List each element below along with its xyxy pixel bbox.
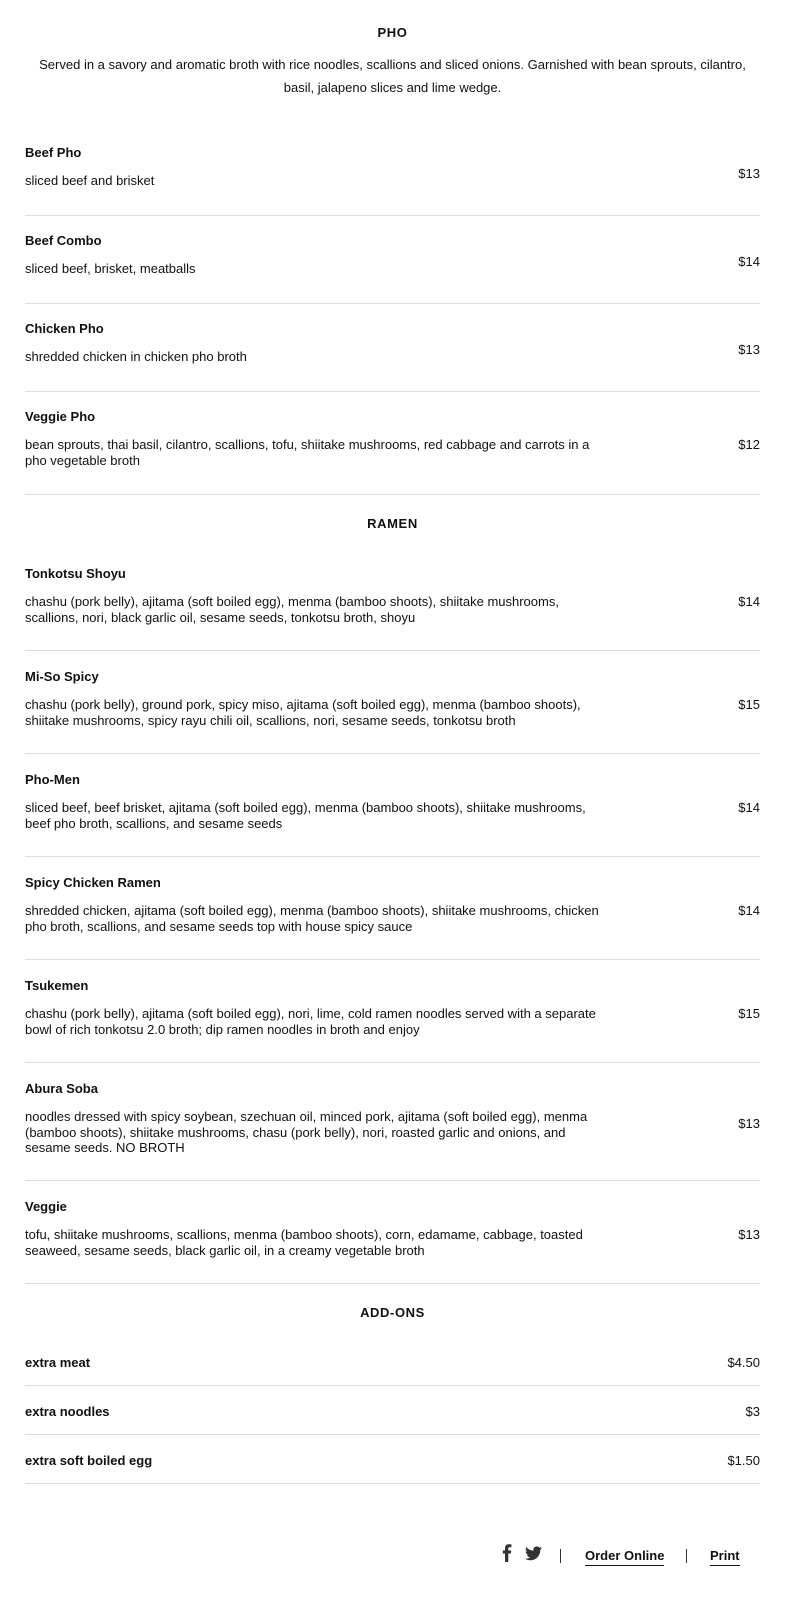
item-price: $13 (738, 1227, 760, 1242)
item-price: $14 (738, 254, 760, 269)
item-price: $13 (738, 166, 760, 181)
menu-item (25, 130, 760, 216)
item-name: Abura Soba (25, 1081, 98, 1096)
item-price: $15 (738, 697, 760, 712)
section-heading-addons: ADD-ONS (360, 1305, 425, 1320)
menu-item (25, 754, 760, 857)
menu-item (25, 651, 760, 754)
addon-name: extra meat (25, 1355, 91, 1370)
item-description: sliced beef and brisket (25, 173, 155, 188)
item-description: noodles dressed with spicy soybean, szechuan oil, minced pork, ajitama (soft boiled egg), menma (bamboo shoots), shiitake mushrooms, chasu (pork belly), nori, roasted garlic and onions, and sesame seeds. NO BROTH (25, 1109, 588, 1155)
menu-item (25, 857, 760, 960)
menu-item (25, 548, 760, 651)
item-price: $14 (738, 903, 760, 918)
footer-divider (560, 1549, 561, 1563)
addon-item (25, 1435, 760, 1484)
twitter-icon[interactable] (525, 1546, 542, 1566)
menu-item (25, 960, 760, 1063)
addon-price: $1.50 (727, 1453, 760, 1468)
addon-item (25, 1337, 760, 1386)
item-name: Mi-So Spicy (25, 669, 99, 684)
item-name: Veggie Pho (25, 409, 96, 424)
facebook-icon[interactable] (501, 1544, 513, 1567)
item-price: $13 (738, 342, 760, 357)
addon-name: extra noodles (25, 1404, 110, 1419)
item-name: Pho-Men (25, 772, 80, 787)
item-description: shredded chicken, ajitama (soft boiled egg), menma (bamboo shoots), shiitake mushrooms, chicken pho broth, scallions, and sesame seeds top with house spicy sauce (25, 903, 599, 934)
item-name: Beef Combo (25, 233, 102, 248)
item-description: sliced beef, brisket, meatballs (25, 261, 196, 276)
menu-item (25, 1063, 760, 1181)
print-link[interactable]: Print (710, 1548, 740, 1566)
item-description: chashu (pork belly), ajitama (soft boiled egg), menma (bamboo shoots), shiitake mushrooms, scallions, nori, black garlic oil, sesame seeds, tonkotsu broth, shoyu (25, 594, 559, 625)
item-price: $12 (738, 437, 760, 452)
section-heading-pho: PHO (377, 25, 408, 40)
item-price: $15 (738, 1006, 760, 1021)
addon-price: $3 (745, 1404, 760, 1419)
addons-list (25, 1337, 760, 1484)
menu-item (25, 304, 760, 392)
item-price: $14 (738, 800, 760, 815)
section-description-pho: Served in a savory and aromatic broth with rice noodles, scallions and sliced onions. Garnished with bean sprouts, cilantro, basil, jalapeno slices and lime wedge. (39, 57, 746, 95)
item-name: Chicken Pho (25, 321, 104, 336)
item-name: Tonkotsu Shoyu (25, 566, 126, 581)
item-name: Veggie (25, 1199, 67, 1214)
menu-item (25, 1181, 760, 1284)
item-description: chashu (pork belly), ground pork, spicy miso, ajitama (soft boiled egg), menma (bamboo shoots), shiitake mushrooms, spicy rayu chili oil, scallions, nori, sesame seeds, tonkotsu broth (25, 697, 581, 728)
item-price: $13 (738, 1116, 760, 1131)
menu-item (25, 392, 760, 495)
footer-divider (686, 1549, 687, 1563)
item-description: tofu, shiitake mushrooms, scallions, menma (bamboo shoots), corn, edamame, cabbage, toasted seaweed, sesame seeds, black garlic oil, in a creamy vegetable broth (25, 1227, 583, 1258)
item-description: shredded chicken in chicken pho broth (25, 349, 247, 364)
item-price: $14 (738, 594, 760, 609)
item-name: Beef Pho (25, 145, 82, 160)
menu-item (25, 216, 760, 304)
addon-price: $4.50 (727, 1355, 760, 1370)
footer-actions (25, 1544, 760, 1574)
addon-name: extra soft boiled egg (25, 1453, 153, 1468)
order-online-link[interactable]: Order Online (585, 1548, 664, 1566)
item-name: Spicy Chicken Ramen (25, 875, 161, 890)
item-description: sliced beef, beef brisket, ajitama (soft boiled egg), menma (bamboo shoots), shiitake mushrooms, beef pho broth, scallions, and sesame seeds (25, 800, 586, 831)
item-description: bean sprouts, thai basil, cilantro, scallions, tofu, shiitake mushrooms, red cabbage and carrots in a pho vegetable broth (25, 437, 590, 468)
section-heading-ramen: RAMEN (367, 516, 418, 531)
item-name: Tsukemen (25, 978, 89, 993)
addon-item (25, 1386, 760, 1435)
item-description: chashu (pork belly), ajitama (soft boiled egg), nori, lime, cold ramen noodles served with a separate bowl of rich tonkotsu 2.0 broth; dip ramen noodles in broth and enjoy (25, 1006, 596, 1037)
